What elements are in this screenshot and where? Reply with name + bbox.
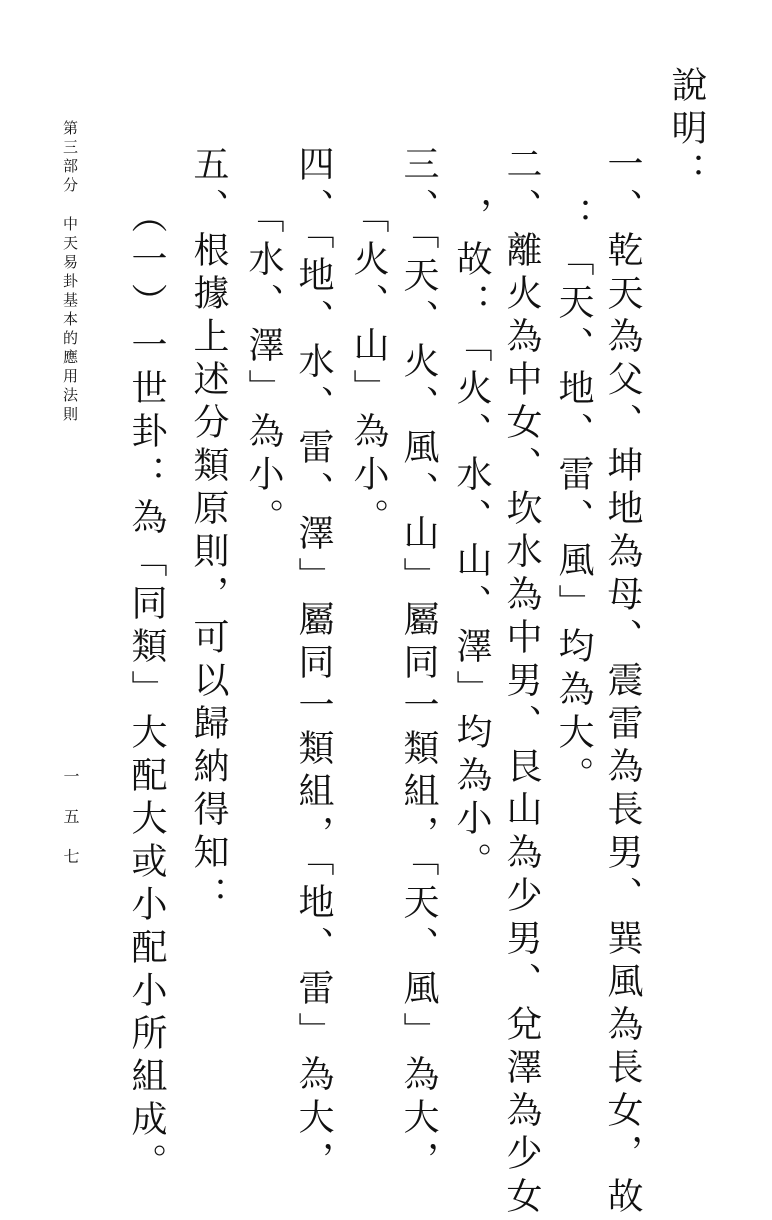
text-column-2: ：「天、地、雷、風」均為大。 xyxy=(553,197,594,799)
page-number: 一五七 xyxy=(61,768,80,888)
text-column-9: 五、根據上述分類原則，可以歸納得知： xyxy=(188,145,229,919)
text-column-8: 「水、澤」為小。 xyxy=(243,197,284,541)
text-column-10: （一）一世卦：為「同類」大配大或小配小所組成。 xyxy=(126,197,167,1186)
text-column-1: 一、乾天為父、坤地為母、震雷為長男、巽風為長女，故 xyxy=(602,145,643,1220)
text-column-4: ，故：「火、水、山、澤」均為小。 xyxy=(451,197,492,885)
text-column-3: 二、離火為中女、坎水為中男、艮山為少男、兌澤為少女 xyxy=(501,145,542,1220)
section-label: 第三部分 xyxy=(61,120,79,196)
text-column-5: 三、「天、火、風、山」屬同一類組，「天、風」為大， xyxy=(398,145,439,1184)
text-column-6: 「火、山」為小。 xyxy=(348,197,389,541)
book-title: 中天易卦基本的應用法則 xyxy=(61,216,79,425)
text-column-7: 四、「地、水、雷、澤」屬同一類組，「地、雷」為大， xyxy=(293,145,334,1184)
heading: 說明： xyxy=(666,66,707,195)
